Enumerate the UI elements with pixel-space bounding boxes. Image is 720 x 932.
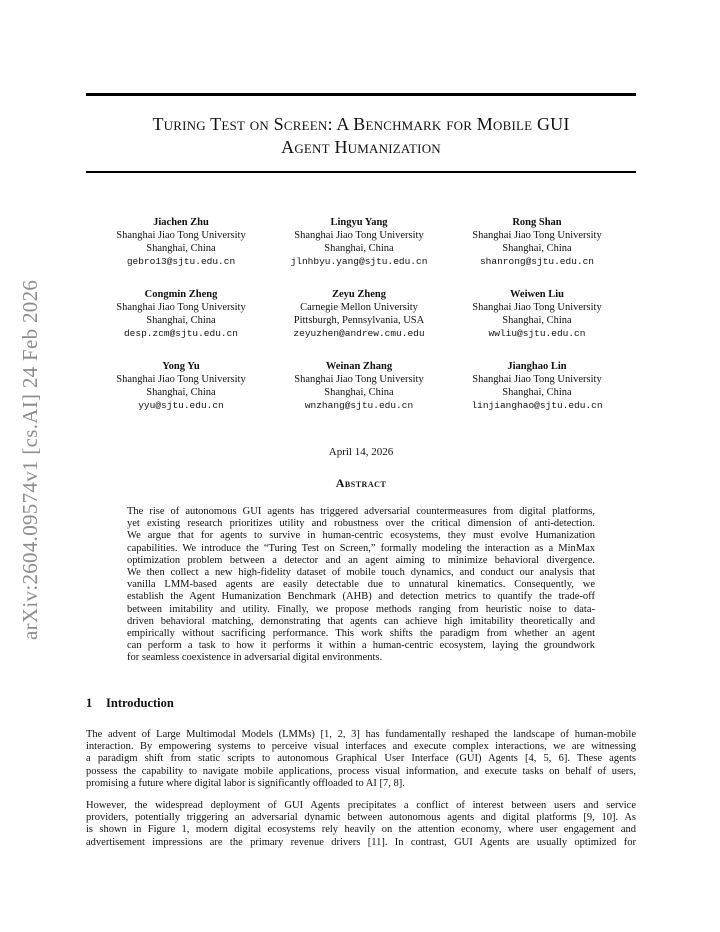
author-email: desp.zcm@sjtu.edu.cn <box>123 328 239 339</box>
author-email: linjianghao@sjtu.edu.cn <box>471 400 603 411</box>
author-block <box>264 216 454 268</box>
section-number: 1 <box>86 696 93 710</box>
abstract-line: for seamless coexistence in adversarial digital environments. <box>127 652 383 664</box>
author-affiliation: Shanghai Jiao Tong University <box>116 230 246 241</box>
author-name: Jianghao Lin <box>507 361 567 372</box>
author-name: Yong Yu <box>162 361 200 372</box>
paragraph-line: advertisement impressions are the primary revenue drivers [11]. In contrast, GUI Agents are usually optimized for <box>86 836 636 848</box>
author-block <box>86 360 276 412</box>
intro-paragraph-2 <box>86 800 636 849</box>
section-title: Introduction <box>106 696 174 710</box>
author-email: wwliu@sjtu.edu.cn <box>488 328 586 339</box>
arxiv-identifier-stamp: arXiv:2604.09574v1 [cs.AI] 24 Feb 2026 <box>18 279 42 640</box>
author-affiliation: Shanghai Jiao Tong University <box>294 374 424 385</box>
author-name: Zeyu Zheng <box>332 289 386 300</box>
paragraph-line: promising a future where digital labor is significantly offloaded to AI [7, 8]. <box>86 777 405 789</box>
abstract-line: We then collect a new high-fidelity dataset of mobile touch dynamics, and conduct our analysis that <box>127 567 595 579</box>
author-block <box>442 216 632 268</box>
abstract-line: empirically without sacrificing performance. This work shifts the paradigm from whether an agent <box>127 628 595 640</box>
author-name: Congmin Zheng <box>144 289 218 300</box>
paragraph-line: interaction. By empowering systems to perceive visual interfaces and execute complex interactions, we are witnessing <box>86 741 636 753</box>
author-affiliation: Shanghai Jiao Tong University <box>472 374 602 385</box>
author-affiliation: Shanghai Jiao Tong University <box>116 374 246 385</box>
author-name: Lingyu Yang <box>330 217 388 228</box>
author-location: Shanghai, China <box>146 243 216 254</box>
author-email: shanrong@sjtu.edu.cn <box>479 256 595 267</box>
author-block <box>86 288 276 340</box>
author-location: Shanghai, China <box>324 243 394 254</box>
abstract-line: vanilla LMM-based agents are easily detectable due to unnatural kinematics. Consequently, we <box>127 579 595 591</box>
title-top-rule <box>86 93 636 96</box>
abstract-line: We argue that for agents to survive in human-centric ecosystems, they must evolve Humanization <box>127 530 595 542</box>
abstract-line: establish the Agent Humanization Benchmark (AHB) and detection metrics to quantify the trade-off <box>127 591 595 603</box>
author-email: jlnhbyu.yang@sjtu.edu.cn <box>290 256 428 267</box>
author-email: wnzhang@sjtu.edu.cn <box>304 400 414 411</box>
author-affiliation: Shanghai Jiao Tong University <box>294 230 424 241</box>
author-affiliation: Shanghai Jiao Tong University <box>472 302 602 313</box>
abstract-line: between imitability and utility. Finally, we propose methods ranging from heuristic noise to data- <box>127 603 595 615</box>
title-bottom-rule <box>86 171 636 173</box>
author-location: Shanghai, China <box>502 243 572 254</box>
abstract-line: yet existing research prioritizes utility and robustness over the critical dimension of anti-detection. <box>127 518 595 530</box>
author-affiliation: Shanghai Jiao Tong University <box>116 302 246 313</box>
author-location: Shanghai, China <box>502 387 572 398</box>
author-affiliation: Carnegie Mellon University <box>300 302 418 313</box>
author-block <box>264 288 454 340</box>
author-block <box>264 360 454 412</box>
author-email: zeyuzhen@andrew.cmu.edu <box>293 328 425 339</box>
author-location: Pittsburgh, Pennsylvania, USA <box>293 315 425 326</box>
intro-paragraph-1 <box>86 729 636 790</box>
abstract-line: optimization problem between a detector and an agent aiming to minimize behavioral divergence. <box>127 554 595 566</box>
paragraph-line: a paradigm shift from static scripts to autonomous Graphical User Interface (GUI) Agents [4, 5, 6]. These agents <box>86 753 636 765</box>
abstract-line: can perform a task to how it performs it within a human-centric ecosystem, laying the groundwork <box>127 640 595 652</box>
author-location: Shanghai, China <box>324 387 394 398</box>
abstract-body <box>127 506 595 665</box>
author-email: gebro13@sjtu.edu.cn <box>126 256 236 267</box>
author-email: yyu@sjtu.edu.cn <box>138 400 224 411</box>
paper-title-line-2: Agent Humanization <box>281 137 441 157</box>
abstract-line: The rise of autonomous GUI agents has triggered adversarial countermeasures from digital platforms, <box>127 506 595 517</box>
paragraph-line: However, the widespread deployment of GUI Agents precipitates a conflict of interest between users and service <box>86 800 636 811</box>
author-name: Weinan Zhang <box>325 361 393 372</box>
paragraph-line: possess the capability to navigate mobile applications, process visual information, and execute tasks on behalf of users, <box>86 765 636 777</box>
author-name: Jiachen Zhu <box>153 217 209 228</box>
author-affiliation: Shanghai Jiao Tong University <box>472 230 602 241</box>
abstract-line: driven behavioral matching, demonstrating that agents can achieve high imitability theoretically and <box>127 615 595 627</box>
author-name: Weiwen Liu <box>510 289 564 300</box>
publication-date: April 14, 2026 <box>328 446 394 458</box>
paper-title-line-1: Turing Test on Screen: A Benchmark for Mobile GUI <box>152 114 570 134</box>
author-location: Shanghai, China <box>146 387 216 398</box>
author-block <box>442 288 632 340</box>
author-location: Shanghai, China <box>146 315 216 326</box>
author-name: Rong Shan <box>512 217 562 228</box>
author-location: Shanghai, China <box>502 315 572 326</box>
paragraph-line: is shown in Figure 1, modern digital ecosystems rely heavily on the attention economy, where user engagement and <box>86 824 636 836</box>
author-block <box>442 360 632 412</box>
author-block <box>86 216 276 268</box>
paragraph-line: The advent of Large Multimodal Models (LMMs) [1, 2, 3] has fundamentally reshaped the landscape of human-mobile <box>86 729 636 740</box>
paper-title <box>86 113 636 159</box>
abstract-line: capabilities. We introduce the “Turing Test on Screen,” formally modeling the interaction as a MinMax <box>127 542 595 554</box>
abstract-heading: Abstract <box>335 476 387 490</box>
paragraph-line: providers, potentially triggering an adversarial dynamic between autonomous agents and digital platforms [9, 10]. As <box>86 812 636 824</box>
section-heading-introduction <box>86 696 174 711</box>
